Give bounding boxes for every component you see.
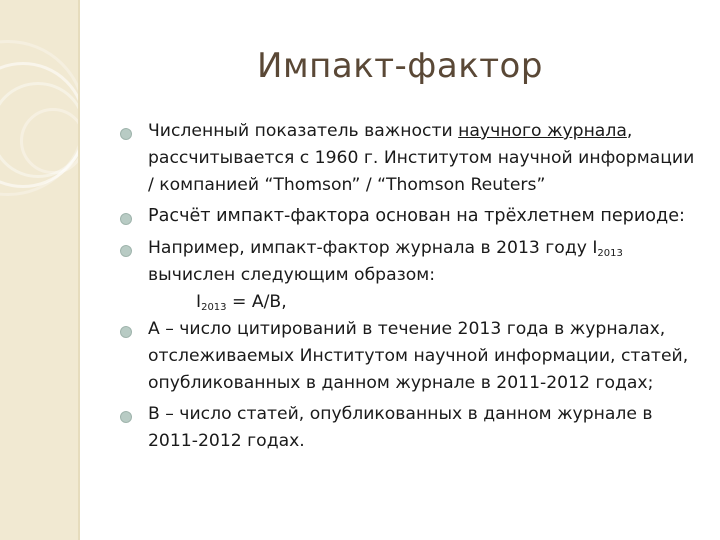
- decorative-ring: [20, 108, 78, 174]
- formula-text: = A/B,: [226, 292, 287, 312]
- bullet-text: B – число статей, опубликованных в данном журнале в 2011-2012 годах.: [148, 404, 653, 451]
- bullet-icon: [120, 411, 132, 423]
- bullet-item: [148, 203, 696, 229]
- formula: [148, 289, 696, 316]
- subscript: 2013: [597, 248, 623, 259]
- bullet-text: Например, импакт-фактор журнала в 2013 году I: [148, 238, 598, 258]
- bullet-list: [148, 118, 696, 455]
- formula-subscript: 2013: [201, 302, 227, 313]
- bullet-text: A – число цитирований в течение 2013 года в журналах, отслеживаемых Институтом научной информации, статей, опубликованных в данном журнале в 2011-2012 годах;: [148, 319, 689, 393]
- slide-title: Импакт-фактор: [257, 46, 543, 86]
- bullet-item: [148, 401, 696, 455]
- bullet-item: [148, 118, 696, 199]
- bullet-icon: [120, 213, 132, 225]
- bullet-text: Численный показатель важности: [148, 121, 459, 141]
- bullet-text: Расчёт импакт-фактора основан на трёхлетнем периоде:: [148, 206, 685, 226]
- bullet-icon: [120, 128, 132, 140]
- bullet-text: , рассчитывается с 1960 г. Институтом научной информации / компанией “Thomson” / “Thomson Reuters”: [148, 121, 695, 195]
- bullet-item: [148, 235, 696, 316]
- decorative-sidebar: [0, 0, 78, 540]
- formula-text: I: [196, 292, 202, 312]
- journal-link[interactable]: научного журнала: [458, 121, 627, 141]
- bullet-text: вычислен следующим образом:: [148, 265, 436, 285]
- bullet-icon: [120, 326, 132, 338]
- bullet-icon: [120, 245, 132, 257]
- bullet-item: [148, 316, 696, 397]
